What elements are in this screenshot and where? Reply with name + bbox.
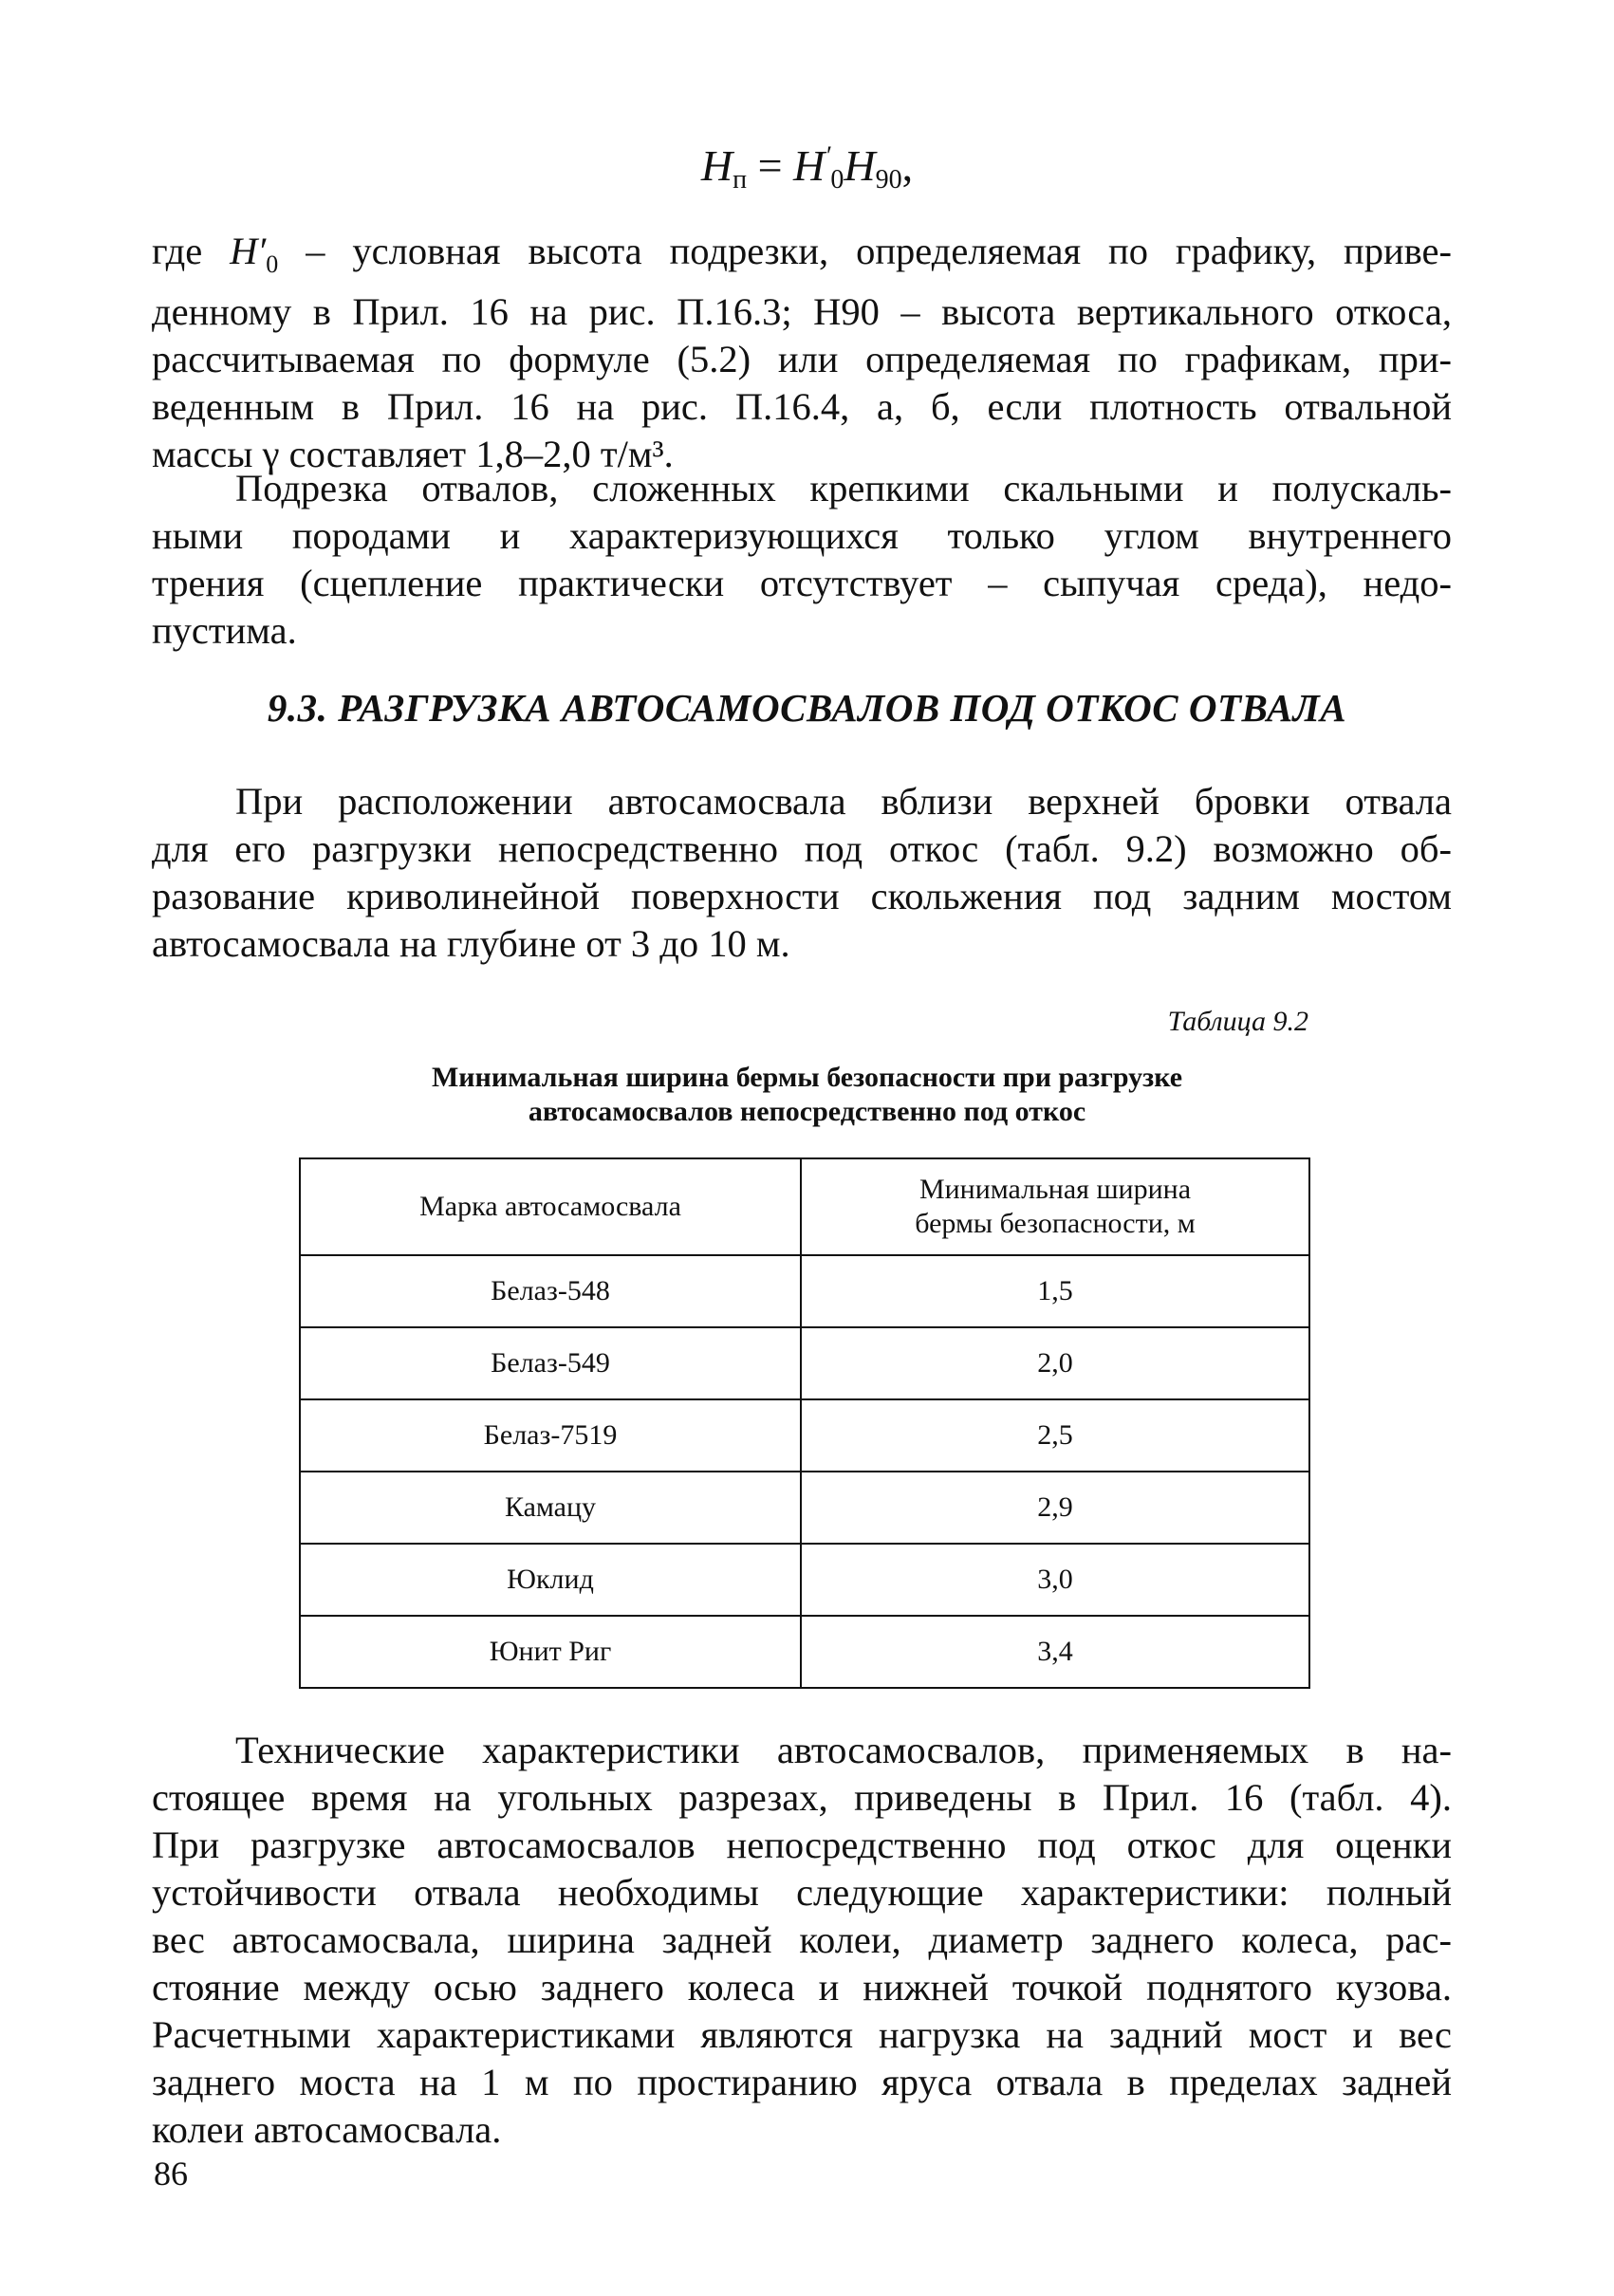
cell-model: Камацу — [300, 1472, 801, 1544]
text-line: стоящее время на угольных разрезах, приведены в Прил. 16 (табл. 4). — [152, 1776, 1452, 1819]
symbol-h0-sub: 0 — [266, 250, 279, 279]
paragraph-undercut — [152, 465, 1452, 655]
text-line — [152, 228, 1452, 288]
header-truck-model: Марка автосамосвала — [300, 1158, 801, 1255]
cell-width: 2,9 — [801, 1472, 1309, 1544]
cell-width: 2,5 — [801, 1399, 1309, 1472]
text-line: Расчетными характеристиками являются нагрузка на задний мост и вес — [152, 2013, 1452, 2056]
text-line: устойчивости отвала необходимы следующие характеристики: полный — [152, 1871, 1452, 1914]
formula-r1: H — [793, 141, 826, 190]
text-fragment: где — [152, 230, 231, 272]
formula-tail: , — [901, 141, 914, 190]
cell-model: Белаз-7519 — [300, 1399, 801, 1472]
text-line: стояние между осью заднего колеса и нижней точкой поднятого кузова. — [152, 1966, 1452, 2009]
table-row — [300, 1616, 1309, 1688]
text-line: Подрезка отвалов, сложенных крепкими скальными и полускаль- — [235, 467, 1452, 509]
paragraph-characteristics — [152, 1727, 1452, 2154]
cell-model: Юклид — [300, 1544, 801, 1616]
text-line: рассчитываемая по формуле (5.2) или определяемая по графикам, при- — [152, 338, 1452, 381]
text-line: вес автосамосвала, ширина задней колеи, диаметр заднего колеса, рас- — [152, 1918, 1452, 1961]
text-line: При расположении автосамосвала вблизи верхней бровки отвала — [235, 780, 1452, 823]
paragraph-unloading — [152, 778, 1452, 968]
text-line: При разгрузке автосамосвалов непосредственно под откос для оценки — [152, 1824, 1452, 1866]
cell-width: 3,0 — [801, 1544, 1309, 1616]
berm-width-table — [299, 1157, 1310, 1689]
text-fragment: – условная высота подрезки, определяемая по графику, приве- — [278, 230, 1452, 272]
paragraph-definition — [152, 228, 1452, 478]
formula-r1-sup: ′ — [825, 141, 831, 172]
text-line: Технические характеристики автосамосвалов, применяемых в на- — [235, 1729, 1452, 1771]
cell-width: 1,5 — [801, 1255, 1309, 1327]
header-line: Минимальная ширина — [918, 1174, 1192, 1205]
table-header-row — [300, 1158, 1309, 1255]
formula-eq: = — [757, 141, 783, 190]
table-row — [300, 1399, 1309, 1472]
text-line: разование криволинейной поверхности скольжения под задним мостом — [152, 875, 1452, 917]
header-min-berm-width — [801, 1158, 1309, 1255]
text-line: массы γ составляет 1,8–2,0 т/м³. — [152, 433, 674, 476]
table-title-line: Минимальная ширина бермы безопасности при разгрузке — [431, 1062, 1183, 1093]
text-line: веденным в Прил. 16 на рис. П.16.4, а, б, если плотность отвальной — [152, 385, 1452, 429]
cell-model: Юнит Риг — [300, 1616, 801, 1688]
text-line: пустима. — [152, 609, 297, 652]
text-line: трения (сцепление практически отсутствует – сыпучая среда), недо- — [152, 562, 1452, 604]
symbol-h0: H′ — [230, 230, 267, 272]
text-line: колеи автосамосвала. — [152, 2108, 502, 2151]
formula-r2: H — [844, 141, 876, 190]
cell-model: Белаз-548 — [300, 1255, 801, 1327]
table-row — [300, 1544, 1309, 1616]
table-title — [0, 1061, 1614, 1129]
cell-model: Белаз-549 — [300, 1327, 801, 1399]
cell-width: 2,0 — [801, 1327, 1309, 1399]
text-line: денному в Прил. 16 на рис. П.16.3; H90 – высота вертикального откоса, — [152, 290, 1452, 334]
header-line: бермы безопасности, м — [915, 1208, 1196, 1239]
cell-width: 3,4 — [801, 1616, 1309, 1688]
text-line: заднего моста на 1 м по простиранию яруса отвала в пределах задней — [152, 2061, 1452, 2103]
formula-r1-sub: 0 — [830, 165, 844, 194]
text-line: ными породами и характеризующихся только углом внутреннего — [152, 514, 1452, 557]
formula-r2-sub: 90 — [875, 165, 902, 194]
table-row — [300, 1255, 1309, 1327]
table-row — [300, 1327, 1309, 1399]
formula-lhs: H — [700, 141, 733, 190]
text-line: для его разгрузки непосредственно под откос (табл. 9.2) возможно об- — [152, 827, 1452, 870]
table-row — [300, 1472, 1309, 1544]
formula — [0, 140, 1614, 195]
section-heading: 9.3. РАЗГРУЗКА АВТОСАМОСВАЛОВ ПОД ОТКОС ОТВАЛА — [267, 686, 1347, 730]
formula-lhs-sub: п — [733, 165, 748, 194]
table-label: Таблица 9.2 — [1167, 1006, 1308, 1037]
text-line: автосамосвала на глубине от 3 до 10 м. — [152, 922, 790, 965]
page-number: 86 — [154, 2155, 188, 2193]
table-title-line: автосамосвалов непосредственно под откос — [528, 1096, 1086, 1127]
